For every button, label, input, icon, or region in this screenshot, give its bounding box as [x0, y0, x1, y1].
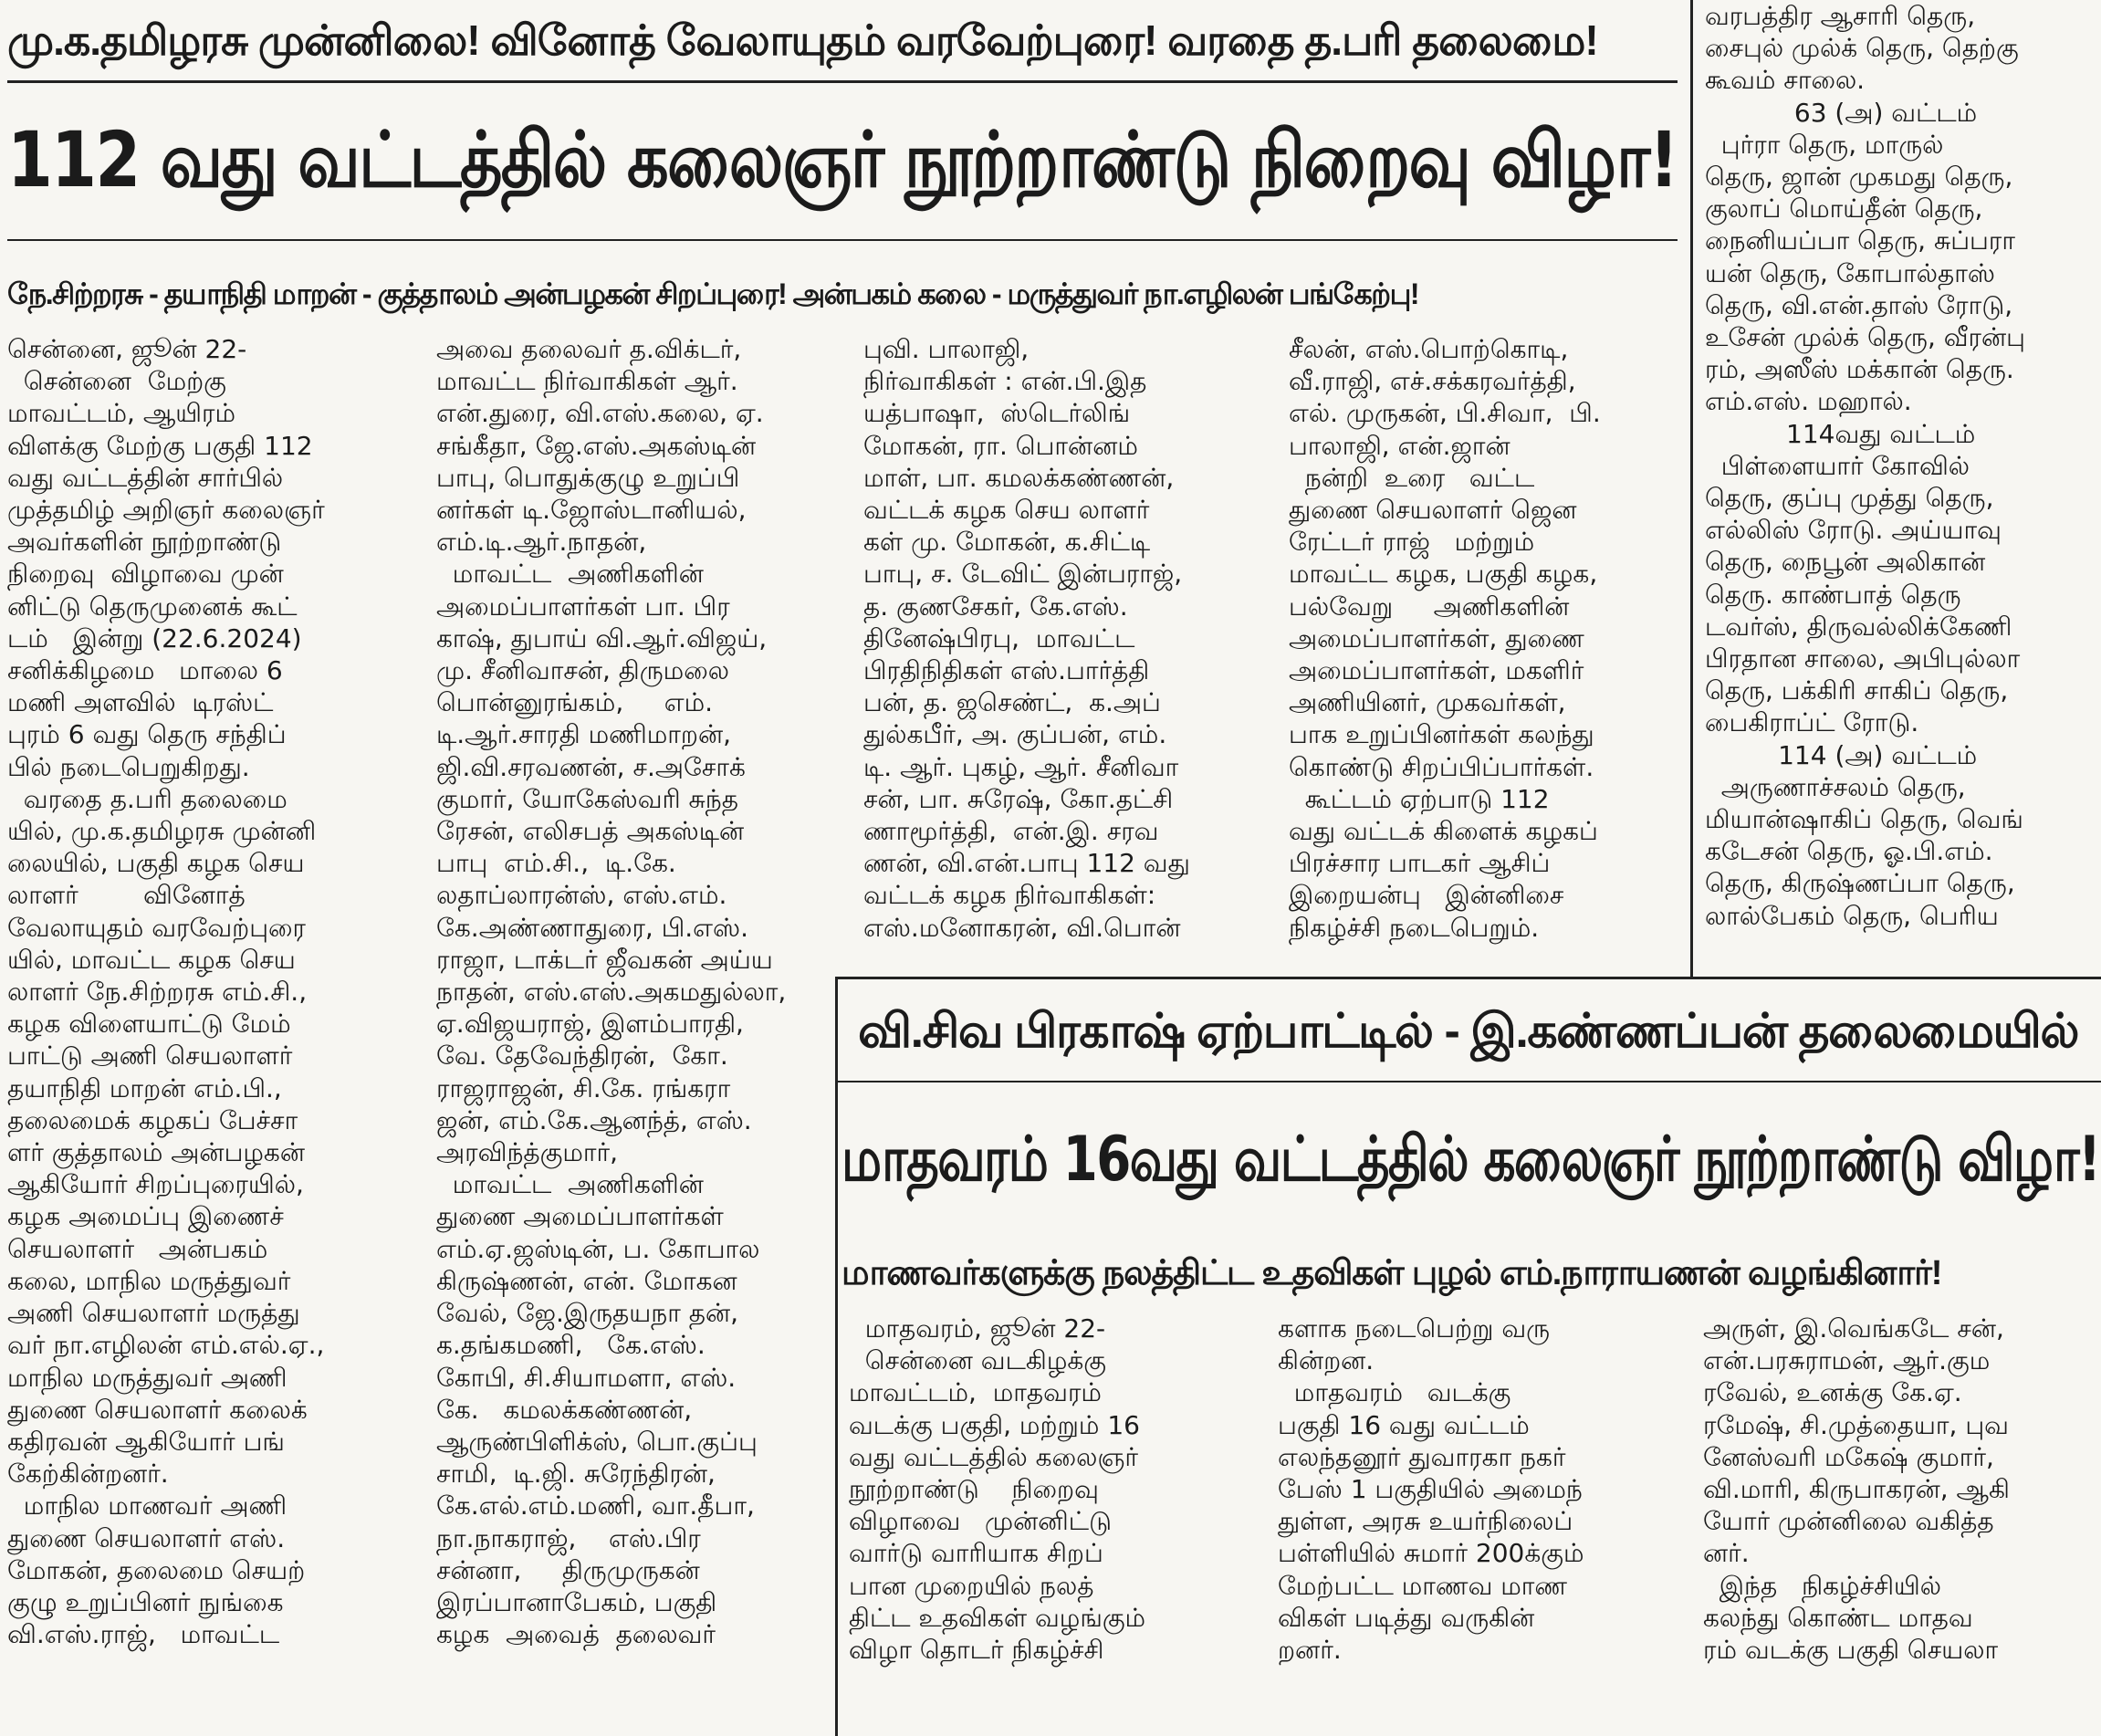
article2-subheadline: மாணவர்களுக்கு நலத்திட்ட உதவிகள் புழல் எம்.நாராயணன் வழங்கினார்!	[841, 1254, 1942, 1292]
article1-column-1: சென்னை, ஜூன் 22- சென்னை மேற்கு மாவட்டம், ஆயிரம் விளக்கு மேற்கு பகுதி 112 வது வட்டத்தின் சார்பில் முத்தமிழ் அறிஞர் கலைஞர் அவர்களின் நூற்றாண்டு நிறைவு விழாவை முன் னிட்டு தெருமுனைக் கூட் டம் இன்று (22.6.2024) சனிக்கிழமை மாலை 6 மணி அளவில் டிரஸ்ட் புரம் 6 வது தெரு சந்திப் பில் நடைபெறுகிறது. வரதை த.பரி தலைமை யில், மு.க.தமிழரசு முன்னி லையில், பகுதி கழக செய லாளர் வினோத் வேலாயுதம் வரவேற்புரை யில், மாவட்ட கழக செய லாளர் நே.சிற்றரசு எம்.சி., கழக விளையாட்டு மேம் பாட்டு அணி செயலாளர் தயாநிதி மாறன் எம்.பி., தலைமைக் கழகப் பேச்சா ளர் குத்தாலம் அன்பழகன் ஆகியோர் சிறப்புரையில், கழக அமைப்பு இணைச் செயலாளர் அன்பகம் கலை, மாநில மருத்துவர் அணி செயலாளர் மருத்து வர் நா.எழிலன் எம்.எல்.ஏ., மாநில மருத்துவர் அணி துணை செயலாளர் கலைக் கதிரவன் ஆகியோர் பங் கேற்கின்றனர். மாநில மாணவர் அணி துணை செயலாளர் எஸ். மோகன், தலைமை செயற் குழு உறுப்பினர் நுங்கை வி.எஸ்.ராஜ், மாவட்ட	[7, 334, 325, 1650]
article1-subheadline: நே.சிற்றரசு - தயாநிதி மாறன் - குத்தாலம் அன்பழகன் சிறப்புரை! அன்பகம் கலை - மருத்துவர் நா.எழிலன் பங்கேற்பு!	[7, 277, 1419, 310]
article1-headline: 112 வது வட்டத்தில் கலைஞர் நூற்றாண்டு நிறைவு விழா!	[7, 115, 1678, 204]
sidebar-column: வரபத்திர ஆசாரி தெரு, சைபுல் முல்க் தெரு, தெற்கு கூவம் சாலை. 63 (அ) வட்டம் புர்ரா தெரு, மாருல் தெரு, ஜான் முகமது தெரு, குலாப் மொய்தீன் தெரு, நைனியப்பா தெரு, சுப்பரா யன் தெரு, கோபால்தாஸ் தெரு, வி.என்.தாஸ் ரோடு, உசேன் முல்க் தெரு, வீரன்பு ரம், அஸீஸ் மக்கான் தெரு. எம்.எஸ். மஹால். 114வது வட்டம் பிள்ளையார் கோவில் தெரு, குப்பு முத்து தெரு, எல்லிஸ் ரோடு. அய்யாவு தெரு, நைபூன் அலிகான் தெரு. காண்பாத் தெரு டவர்ஸ், திருவல்லிக்கேணி பிரதான சாலை, அபிபுல்லா தெரு, பக்கிரி சாகிப் தெரு, பைகிராப்ட் ரோடு. 114 (அ) வட்டம் அருணாச்சலம் தெரு, மியான்ஷாகிப் தெரு, வெங் கடேசன் தெரு, ஓ.பி.எம். தெரு, கிருஷ்ணப்பா தெரு, லால்பேகம் தெரு, பெரிய	[1705, 1, 2026, 931]
article1-kicker: மு.க.தமிழரசு முன்னிலை! வினோத் வேலாயுதம் வரவேற்புரை! வரதை த.பரி தலைமை!	[7, 16, 1598, 64]
article2-column-1: மாதவரம், ஜூன் 22- சென்னை வடகிழக்கு மாவட்டம், மாதவரம் வடக்கு பகுதி, மற்றும் 16 வது வட்டத்தில் கலைஞர் நூற்றாண்டு நிறைவு விழாவை முன்னிட்டு வார்டு வாரியாக சிறப் பான முறையில் நலத் திட்ட உதவிகள் வழங்கும் விழா தொடர் நிகழ்ச்சி	[849, 1313, 1146, 1666]
article1-kicker-rule	[7, 80, 1678, 83]
article1-column-3: புவி. பாலாஜி, நிர்வாகிகள் : என்.பி.இத யத்பாஷா, ஸ்டெர்லிங் மோகன், ரா. பொன்னம் மாள், பா. கமலக்கண்ணன், வட்டக் கழக செய லாளர் கள் மு. மோகன், க.சிட்டி பாபு, ச. டேவிட் இன்பராஜ், த. குணசேகர், கே.எஸ். தினேஷ்பிரபு, மாவட்ட பிரதிநிதிகள் எஸ்.பார்த்தி பன், த. ஜசெண்ட், க.அப் துல்கபீர், அ. குப்பன், எம். டி. ஆர். புகழ், ஆர். சீனிவா சன், பா. சுரேஷ், கோ.தட்சி ணாமூர்த்தி, என்.இ. சரவ ணன், வி.என்.பாபு 112 வது வட்டக் கழக நிர்வாகிகள்: எஸ்.மனோகரன், வி.பொன்	[863, 334, 1190, 943]
sidebar-divider	[1690, 0, 1693, 986]
article2-column-2: களாக நடைபெற்று வரு கின்றன. மாதவரம் வடக்கு பகுதி 16 வது வட்டம் எலந்தனூர் துவாரகா நகர் பேஸ் 1 பகுதியில் அமைந் துள்ள, அரசு உயர்நிலைப் பள்ளியில் சுமார் 200க்கும் மேற்பட்ட மாணவ மாண விகள் படித்து வருகின் றனர்.	[1278, 1313, 1584, 1666]
article1-column-2: அவை தலைவர் த.விக்டர், மாவட்ட நிர்வாகிகள் ஆர். என்.துரை, வி.எஸ்.கலை, ஏ. சங்கீதா, ஜே.எஸ்.அகஸ்டின் பாபு, பொதுக்குழு உறுப்பி னர்கள் டி.ஜோஸ்டானியல், எம்.டி.ஆர்.நாதன், மாவட்ட அணிகளின் அமைப்பாளர்கள் பா. பிர காஷ், துபாய் வி.ஆர்.விஜய், மு. சீனிவாசன், திருமலை பொன்னுரங்கம், எம். டி.ஆர்.சாரதி மணிமாறன், ஜி.வி.சரவணன், ச.அசோக் குமார், யோகேஸ்வரி சுந்த ரேசன், எலிசபத் அகஸ்டின் பாபு எம்.சி., டி.கே. லதாப்லாரன்ஸ், எஸ்.எம். கே.அண்ணாதுரை, பி.எஸ். ராஜா, டாக்டர் ஜீவகன் அய்ய நாதன், எஸ்.எஸ்.அகமதுல்லா, ஏ.விஜயராஜ், இளம்பாரதி, வே. தேவேந்திரன், கோ. ராஜராஜன், சி.கே. ரங்கரா ஜன், எம்.கே.ஆனந்த், எஸ். அரவிந்த்குமார், மாவட்ட அணிகளின் துணை அமைப்பாளர்கள் எம்.ஏ.ஜஸ்டின், ப. கோபால கிருஷ்ணன், என். மோகன வேல், ஜே.இருதயநா தன், க.தங்கமணி, கே.எஸ். கோபி, சி.சியாமளா, எஸ். கே. கமலக்கண்ணன், ஆருண்பிளிக்ஸ், பொ.குப்பு சாமி, டி.ஜி. சுரேந்திரன், கே.எல்.எம்.மணி, வா.தீபா, நா.நாகராஜ், எஸ்.பிர சன்னா, திருமுருகன் இரப்பானாபேகம், பகுதி கழக அவைத் தலைவர்	[436, 334, 787, 1650]
article2-headline: மாதவரம் 16வது வட்டத்தில் கலைஞர் நூற்றாண்டு விழா!	[841, 1124, 2100, 1196]
article2-kicker-rule	[838, 1081, 2101, 1082]
article1-column-4: சீலன், எஸ்.பொற்கொடி, வீ.ராஜி, எச்.சக்கரவர்த்தி, எல். முருகன், பி.சிவா, பி. பாலாஜி, என்.ஜான் நன்றி உரை வட்ட துணை செயலாளர் ஜென ரேட்டர் ராஜ் மற்றும் மாவட்ட கழக, பகுதி கழக, பல்வேறு அணிகளின் அமைப்பாளர்கள், துணை அமைப்பாளர்கள், மகளிர் அணியினர், முகவர்கள், பாக உறுப்பினர்கள் கலந்து கொண்டு சிறப்பிப்பார்கள். கூட்டம் ஏற்பாடு 112 வது வட்டக் கிளைக் கழகப் பிரச்சார பாடகர் ஆசிப் இறையன்பு இன்னிசை நிகழ்ச்சி நடைபெறும்.	[1289, 334, 1601, 943]
article2-kicker: வி.சிவ பிரகாஷ் ஏற்பாட்டில் - இ.கண்ணப்பன் தலைமையில்	[858, 1005, 2079, 1058]
article2-column-3: அருள், இ.வெங்கடே சன், என்.பரசுராமன், ஆர்.கும ரவேல், உனக்கு கே.ஏ. ரமேஷ், சி.முத்தையா, புவ னேஸ்வரி மகேஷ் குமார், வி.மாரி, கிருபாகரன், ஆகி யோர் முன்னிலை வகித்த னர். இந்த நிகழ்ச்சியில் கலந்து கொண்ட மாதவ ரம் வடக்கு பகுதி செயலா	[1703, 1313, 2010, 1666]
article1-headline-rule	[7, 239, 1678, 241]
